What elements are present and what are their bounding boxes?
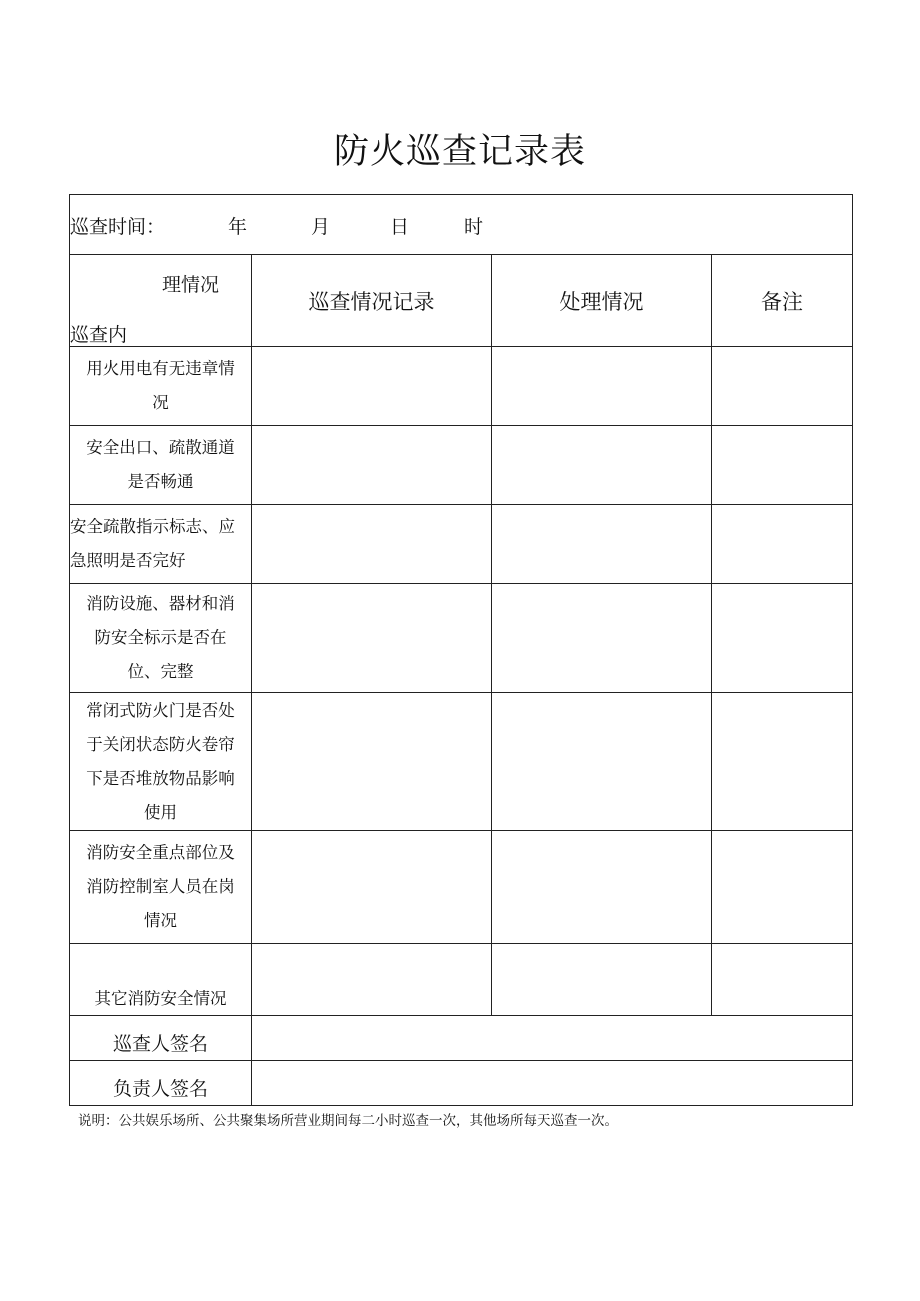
- remarks-cell[interactable]: [712, 944, 853, 1016]
- day-label: 日: [390, 216, 410, 238]
- remarks-cell[interactable]: [712, 831, 853, 944]
- table-row: [70, 831, 853, 944]
- item-label: 常闭式防火门是否处 于关闭状态防火卷帘 下是否堆放物品影响 使用: [70, 693, 252, 831]
- handling-cell[interactable]: [492, 505, 712, 584]
- item-label: 消防设施、器材和消 防安全标示是否在 位、完整: [70, 584, 252, 693]
- record-cell[interactable]: [252, 944, 492, 1016]
- inspection-time-row: [70, 195, 853, 255]
- handling-cell[interactable]: [492, 944, 712, 1016]
- table-row: [70, 426, 853, 505]
- responsible-signature-row: [70, 1061, 853, 1106]
- handling-cell[interactable]: [492, 693, 712, 831]
- table-row: [70, 347, 853, 426]
- inspection-form-table: [69, 194, 853, 1106]
- handling-cell[interactable]: [492, 347, 712, 426]
- table-row: [70, 944, 853, 1016]
- header-diagonal-cell: [70, 255, 252, 347]
- inspector-signature-label: 巡查人签名: [70, 1016, 252, 1061]
- record-cell[interactable]: [252, 831, 492, 944]
- responsible-signature-field[interactable]: [252, 1061, 853, 1106]
- record-cell[interactable]: [252, 347, 492, 426]
- remarks-cell[interactable]: [712, 693, 853, 831]
- inspector-signature-field[interactable]: [252, 1016, 853, 1061]
- handling-cell[interactable]: [492, 584, 712, 693]
- responsible-signature-label: 负责人签名: [70, 1061, 252, 1106]
- remarks-cell[interactable]: [712, 584, 853, 693]
- handling-cell[interactable]: [492, 426, 712, 505]
- page-title: 防火巡查记录表: [333, 132, 586, 172]
- record-cell[interactable]: [252, 584, 492, 693]
- table-row: [70, 584, 853, 693]
- header-remarks: 备注: [712, 255, 853, 347]
- item-label: 安全出口、疏散通道 是否畅通: [70, 426, 252, 505]
- record-cell[interactable]: [252, 505, 492, 584]
- inspection-time-label: 巡查时间：: [70, 216, 166, 238]
- footnote: 说明：公共娱乐场所、公共聚集场所营业期间每二小时巡查一次，其他场所每天巡查一次。: [78, 1113, 618, 1129]
- item-label: 其它消防安全情况: [70, 944, 252, 1016]
- table-row: [70, 693, 853, 831]
- remarks-cell[interactable]: [712, 347, 853, 426]
- item-label: 安全疏散指示标志、应 急照明是否完好: [70, 505, 252, 584]
- header-handling: 处理情况: [492, 255, 712, 347]
- record-cell[interactable]: [252, 426, 492, 505]
- inspector-signature-row: [70, 1016, 853, 1061]
- year-label: 年: [228, 216, 248, 238]
- handling-cell[interactable]: [492, 831, 712, 944]
- header-diag-bottom-text: 巡查内: [70, 324, 128, 346]
- hour-label: 时: [464, 216, 484, 238]
- remarks-cell[interactable]: [712, 426, 853, 505]
- header-row: [70, 255, 853, 347]
- table-row: [70, 505, 853, 584]
- header-record: 巡查情况记录: [252, 255, 492, 347]
- header-diag-top-text: 理情况: [162, 274, 220, 296]
- month-label: 月: [311, 216, 331, 238]
- item-label: 消防安全重点部位及 消防控制室人员在岗 情况: [70, 831, 252, 944]
- item-label: 用火用电有无违章情 况: [70, 347, 252, 426]
- inspection-time-cell[interactable]: [70, 195, 853, 255]
- record-cell[interactable]: [252, 693, 492, 831]
- remarks-cell[interactable]: [712, 505, 853, 584]
